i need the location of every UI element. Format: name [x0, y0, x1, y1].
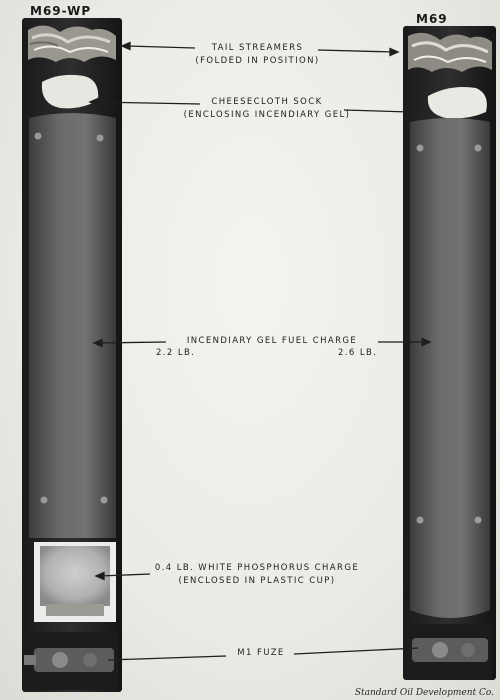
right-m1-fuze: [408, 624, 492, 680]
left-m1-fuze: [24, 632, 118, 690]
tail-streamers-line2: (FOLDED IN POSITION): [195, 56, 320, 66]
title-m69-wp: M69-WP: [30, 4, 92, 18]
gel-weight-left: 2.2 LB.: [156, 348, 196, 358]
phosphorus-line2: (ENCLOSED IN PLASTIC CUP): [178, 576, 336, 586]
tail-streamers-line1: TAIL STREAMERS: [211, 43, 304, 53]
right-tail-streamers: [408, 33, 492, 72]
gel-weight-right: 2.6 LB.: [338, 348, 378, 358]
gel-line1: INCENDIARY GEL FUEL CHARGE: [186, 336, 358, 346]
label-white-phosphorus: [150, 562, 364, 588]
sock-line2: (ENCLOSING INCENDIARY GEL): [183, 110, 351, 120]
left-gel-charge: [29, 113, 116, 538]
label-tail-streamers: [190, 42, 325, 68]
phosphorus-line1: 0.4 LB. WHITE PHOSPHORUS CHARGE: [154, 563, 360, 573]
title-m69: M69: [416, 12, 448, 26]
sock-line1: CHEESECLOTH SOCK: [211, 97, 323, 107]
left-cheesecloth-sock: [42, 75, 98, 108]
bomb-m69-wp: [22, 18, 122, 692]
right-gel-charge: [410, 118, 490, 618]
photo-credit: Standard Oil Development Co.: [354, 688, 494, 698]
label-m1-fuze: M1 FUZE: [237, 648, 285, 658]
bomb-m69: [403, 26, 496, 680]
label-cheesecloth-sock: [182, 96, 352, 122]
